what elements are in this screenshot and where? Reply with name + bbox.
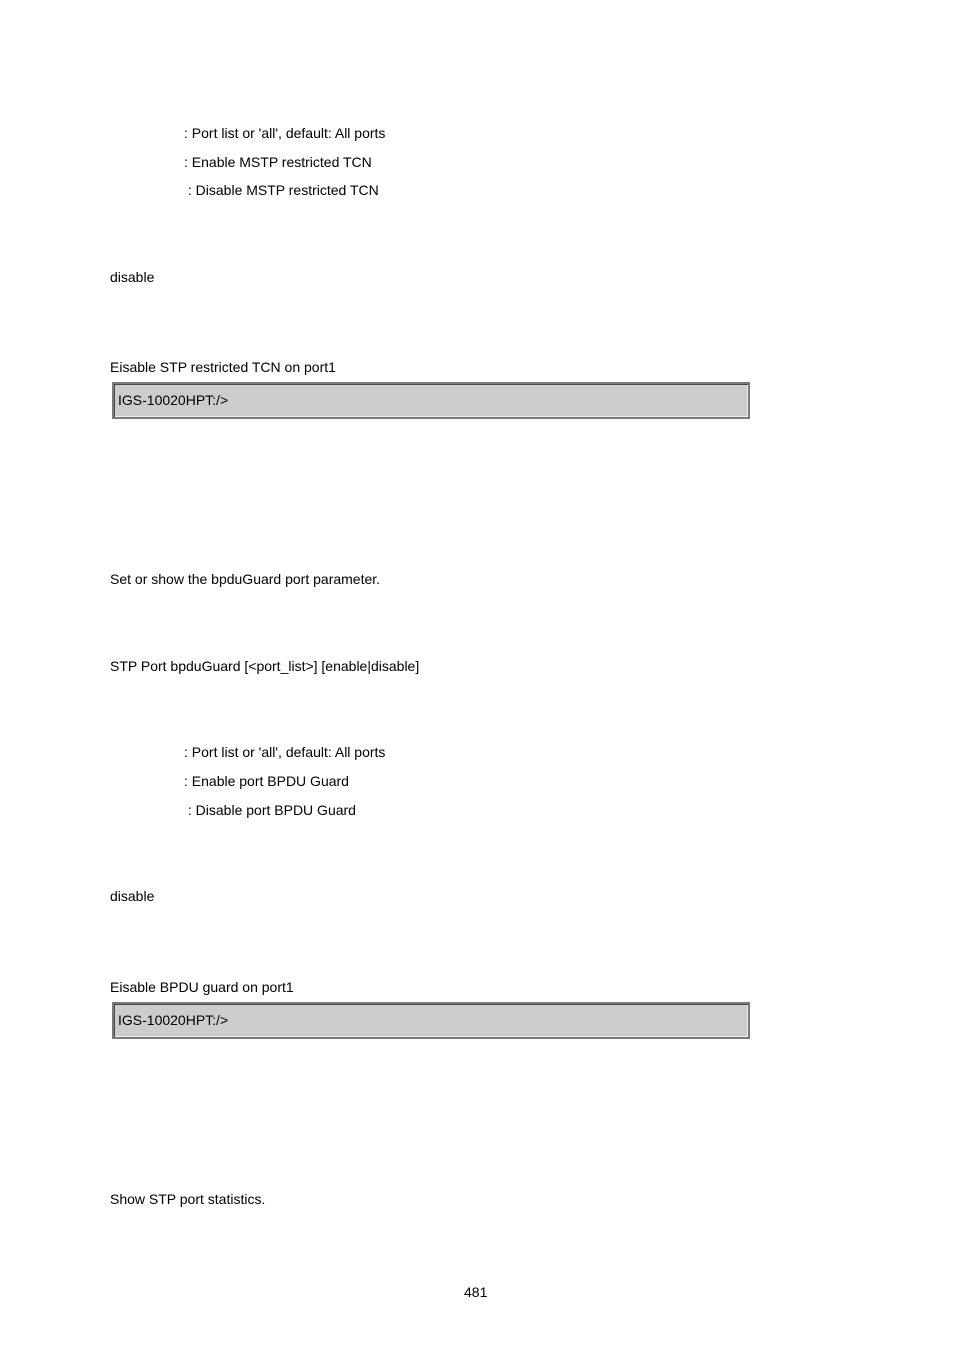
example-description: Eisable STP restricted TCN on port1	[110, 359, 336, 375]
command-syntax: STP Port bpduGuard [<port_list>] [enable|disable]	[110, 658, 420, 674]
default-value: disable	[110, 888, 155, 904]
param-disable: : Disable MSTP restricted TCN	[184, 182, 379, 198]
command-description: Set or show the bpduGuard port parameter.	[110, 571, 381, 587]
param-enable: : Enable MSTP restricted TCN	[184, 154, 372, 170]
command-prompt: IGS-10020HPT:/>	[118, 1012, 229, 1028]
command-prompt: IGS-10020HPT:/>	[118, 392, 229, 408]
page-number: 481	[464, 1284, 488, 1300]
param-port-list: : Port list or 'all', default: All ports	[184, 744, 386, 760]
example-description: Eisable BPDU guard on port1	[110, 979, 294, 995]
param-disable: : Disable port BPDU Guard	[184, 802, 356, 818]
param-enable: : Enable port BPDU Guard	[184, 773, 349, 789]
param-port-list: : Port list or 'all', default: All ports	[184, 125, 386, 141]
command-example-box	[112, 1002, 750, 1039]
command-example-box	[112, 382, 750, 419]
default-value: disable	[110, 269, 155, 285]
command-description: Show STP port statistics.	[110, 1191, 266, 1207]
